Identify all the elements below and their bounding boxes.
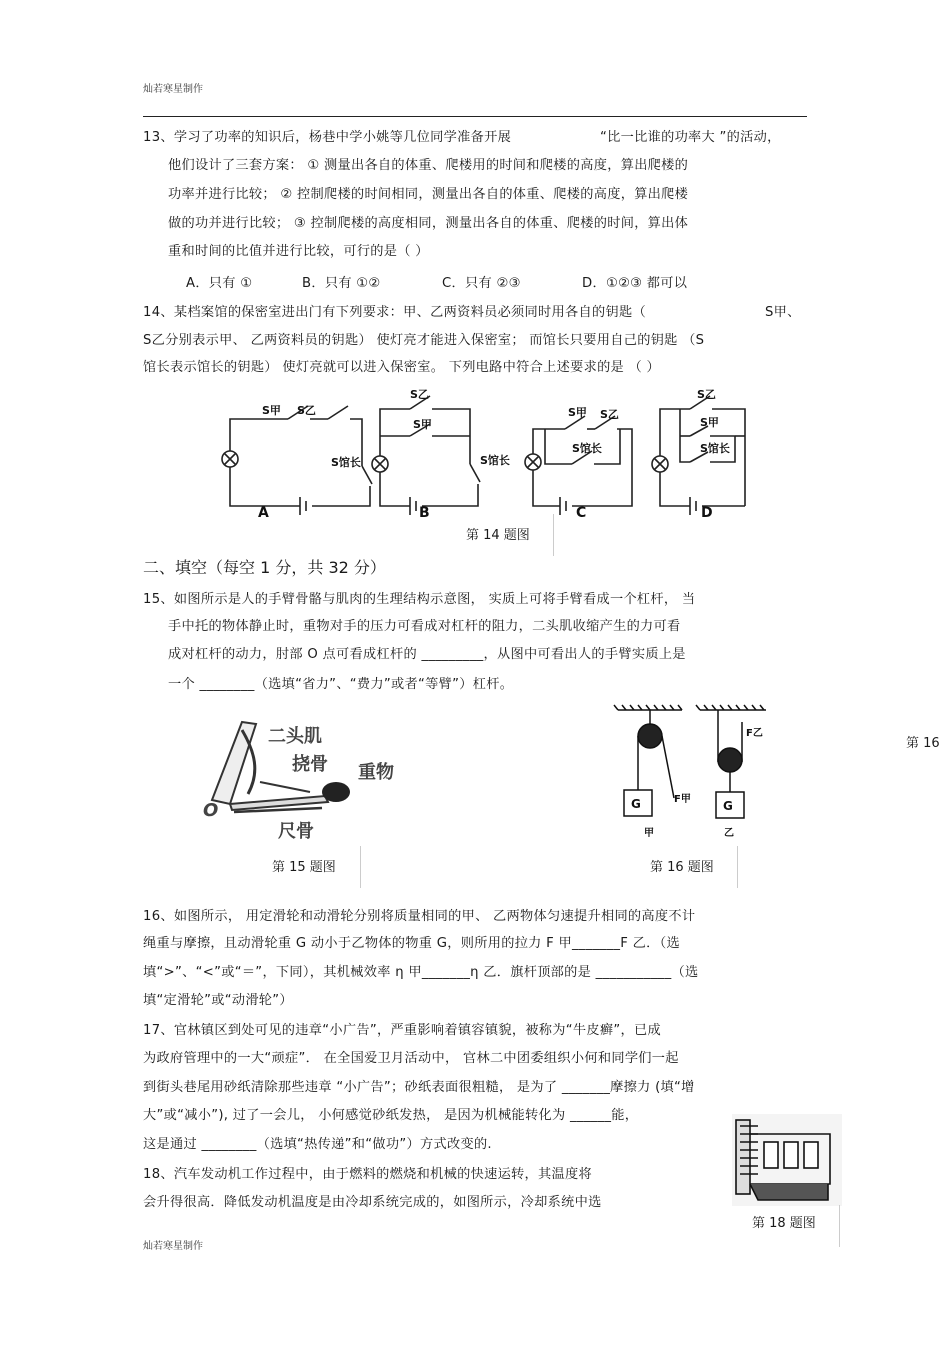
circuit-letter-c: C xyxy=(576,505,587,521)
label-g-yi: G xyxy=(723,799,733,813)
weight-ball xyxy=(322,782,350,802)
q14-line-1b: S甲、 xyxy=(765,305,801,320)
q14-caption: 第 14 题图 xyxy=(466,528,530,543)
q15-line-3: 成对杠杆的动力，肘部 O 点可看成杠杆的 _________，从图中可看出人的手臂实质上是 xyxy=(168,647,686,662)
q17-line-3: 到街头巷尾用砂纸清除那些违章 “小广告”；砂纸表面很粗糙， 是为了 _______摩擦力 (填“增 xyxy=(143,1080,695,1095)
q14-line-3: 馆长表示馆长的钥匙） 使灯亮就可以进入保密室。 下列电路中符合上述要求的是 （ ） xyxy=(143,360,661,375)
header-rule xyxy=(143,116,807,117)
q13-line-3: 功率并进行比较； ② 控制爬楼的时间相同，测量出各自的体重、爬楼的高度，算出爬楼 xyxy=(168,187,689,202)
divider xyxy=(553,514,554,556)
circuit-d xyxy=(652,396,745,515)
q13-line-2: 他们设计了三套方案： ① 测量出各自的体重、爬楼用的时间和爬楼的高度，算出爬楼的 xyxy=(168,158,689,173)
q17-line-1: 17、官林镇区到处可见的违章“小广告”，严重影响着镇容镇貌，被称为“牛皮癣”，已成 xyxy=(143,1023,661,1038)
q15-line-1: 15、如图所示是人的手臂骨骼与肌肉的生理结构示意图， 实质上可将手臂看成一个杠杆， 当 xyxy=(143,592,696,607)
q15-line-4: 一个 ________（选填“省力”、“费力”或者“等臂”）杠杆。 xyxy=(168,677,514,692)
divider xyxy=(360,846,361,888)
q18-line-2: 会升得很高．降低发动机温度是由冷却系统完成的，如图所示，冷却系统中选 xyxy=(143,1195,602,1210)
circuit-c-label-guan: S馆长 xyxy=(572,442,602,455)
divider xyxy=(839,1205,840,1247)
circuit-c-label-jia: S甲 xyxy=(568,406,587,419)
label-f-jia: F甲 xyxy=(674,794,691,805)
label-yi: 乙 xyxy=(724,828,734,839)
q15-arm-figure xyxy=(200,712,430,844)
circuit-b-label-jia: S甲 xyxy=(413,418,432,431)
q16-pulley-figure xyxy=(610,702,775,842)
circuit-letter-a: A xyxy=(258,505,269,521)
q14-circuits-figure xyxy=(200,384,770,524)
circuit-d-label-yi: S乙 xyxy=(697,388,716,401)
q15-caption: 第 15 题图 xyxy=(272,860,336,875)
q13-line-1: 13、学习了功率的知识后，杨巷中学小姚等几位同学准备开展 xyxy=(143,130,512,145)
label-ulna: 尺骨 xyxy=(278,821,314,842)
q16-line-3: 填“>”、“<”或“＝”，下同），其机械效率 η 甲_______η 乙．旗杆顶部的是 ___________（选 xyxy=(143,965,699,980)
circuit-b-label-guan: S馆长 xyxy=(480,454,510,467)
q13-option-a: A．只有 ① xyxy=(186,276,253,291)
q13-line-1b: “比一比谁的功率大 ”的活动， xyxy=(600,130,781,145)
q18-line-1: 18、汽车发动机工作过程中，由于燃料的燃烧和机械的快速运转，其温度将 xyxy=(143,1167,592,1182)
q16-caption: 第 16 题图 xyxy=(650,860,714,875)
q13-option-b: B．只有 ①② xyxy=(302,276,381,291)
q13-option-c: C．只有 ②③ xyxy=(442,276,521,291)
q13-option-d: D．①②③ 都可以 xyxy=(582,276,688,291)
label-weight: 重物 xyxy=(358,762,394,783)
circuit-a-label-yi: S乙 xyxy=(297,404,316,417)
circuit-b xyxy=(372,396,480,515)
q17-line-4: 大”或“减小”), 过了一会儿， 小何感觉砂纸发热， 是因为机械能转化为 ______能， xyxy=(143,1108,639,1123)
q18-caption: 第 18 题图 xyxy=(752,1216,816,1231)
circuit-a-label-guan: S馆长 xyxy=(331,456,361,469)
label-biceps: 二头肌 xyxy=(268,726,322,747)
q13-line-4: 做的功并进行比较； ③ 控制爬楼的高度相同，测量出各自的体重、爬楼的时间，算出体 xyxy=(168,216,689,231)
label-jia: 甲 xyxy=(644,828,654,839)
section-2-title: 二、填空（每空 1 分，共 32 分） xyxy=(143,558,386,577)
circuit-b-label-yi: S乙 xyxy=(410,388,429,401)
label-f-yi: F乙 xyxy=(746,728,763,739)
q14-line-1: 14、某档案馆的保密室进出门有下列要求：甲、乙两资料员必须同时用各自的钥匙（ xyxy=(143,305,646,320)
label-o: O xyxy=(203,800,219,821)
page-header: 灿若寒星制作 xyxy=(143,84,203,95)
circuit-d-label-jia: S甲 xyxy=(700,416,719,429)
divider xyxy=(737,846,738,888)
circuit-d-label-guan: S馆长 xyxy=(700,442,730,455)
circuit-c xyxy=(525,416,632,515)
circuit-letter-d: D xyxy=(701,505,713,521)
q16-side-caption: 第 16 xyxy=(906,736,940,751)
q16-line-2: 绳重与摩擦，且动滑轮重 G 动小于乙物体的物重 G，则所用的拉力 F 甲_______F 乙．（选 xyxy=(143,936,681,951)
circuit-a-label-jia: S甲 xyxy=(262,404,281,417)
q16-line-1: 16、如图所示， 用定滑轮和动滑轮分别将质量相同的甲、 乙两物体匀速提升相同的高度不计 xyxy=(143,909,696,924)
label-radius: 挠骨 xyxy=(292,754,328,775)
q15-line-2: 手中托的物体静止时，重物对手的压力可看成对杠杆的阻力，二头肌收缩产生的力可看 xyxy=(168,619,681,634)
circuit-letter-b: B xyxy=(419,505,430,521)
q13-line-5: 重和时间的比值并进行比较，可行的是（ ） xyxy=(168,244,429,259)
q16-line-4: 填“定滑轮”或“动滑轮”） xyxy=(143,993,293,1008)
page-footer: 灿若寒星制作 xyxy=(143,1241,203,1252)
circuit-c-label-yi: S乙 xyxy=(600,408,619,421)
q14-line-2: S乙分别表示甲、 乙两资料员的钥匙） 使灯亮才能进入保密室； 而馆长只要用自己的钥匙 （S xyxy=(143,333,705,348)
q17-line-5: 这是通过 ________（选填“热传递”和“做功”）方式改变的. xyxy=(143,1137,492,1152)
q17-line-2: 为政府管理中的一大“顽症”． 在全国爱卫月活动中， 官林二中团委组织小何和同学们一起 xyxy=(143,1051,679,1066)
q18-engine-figure xyxy=(730,1114,842,1206)
label-g-jia: G xyxy=(631,797,641,811)
